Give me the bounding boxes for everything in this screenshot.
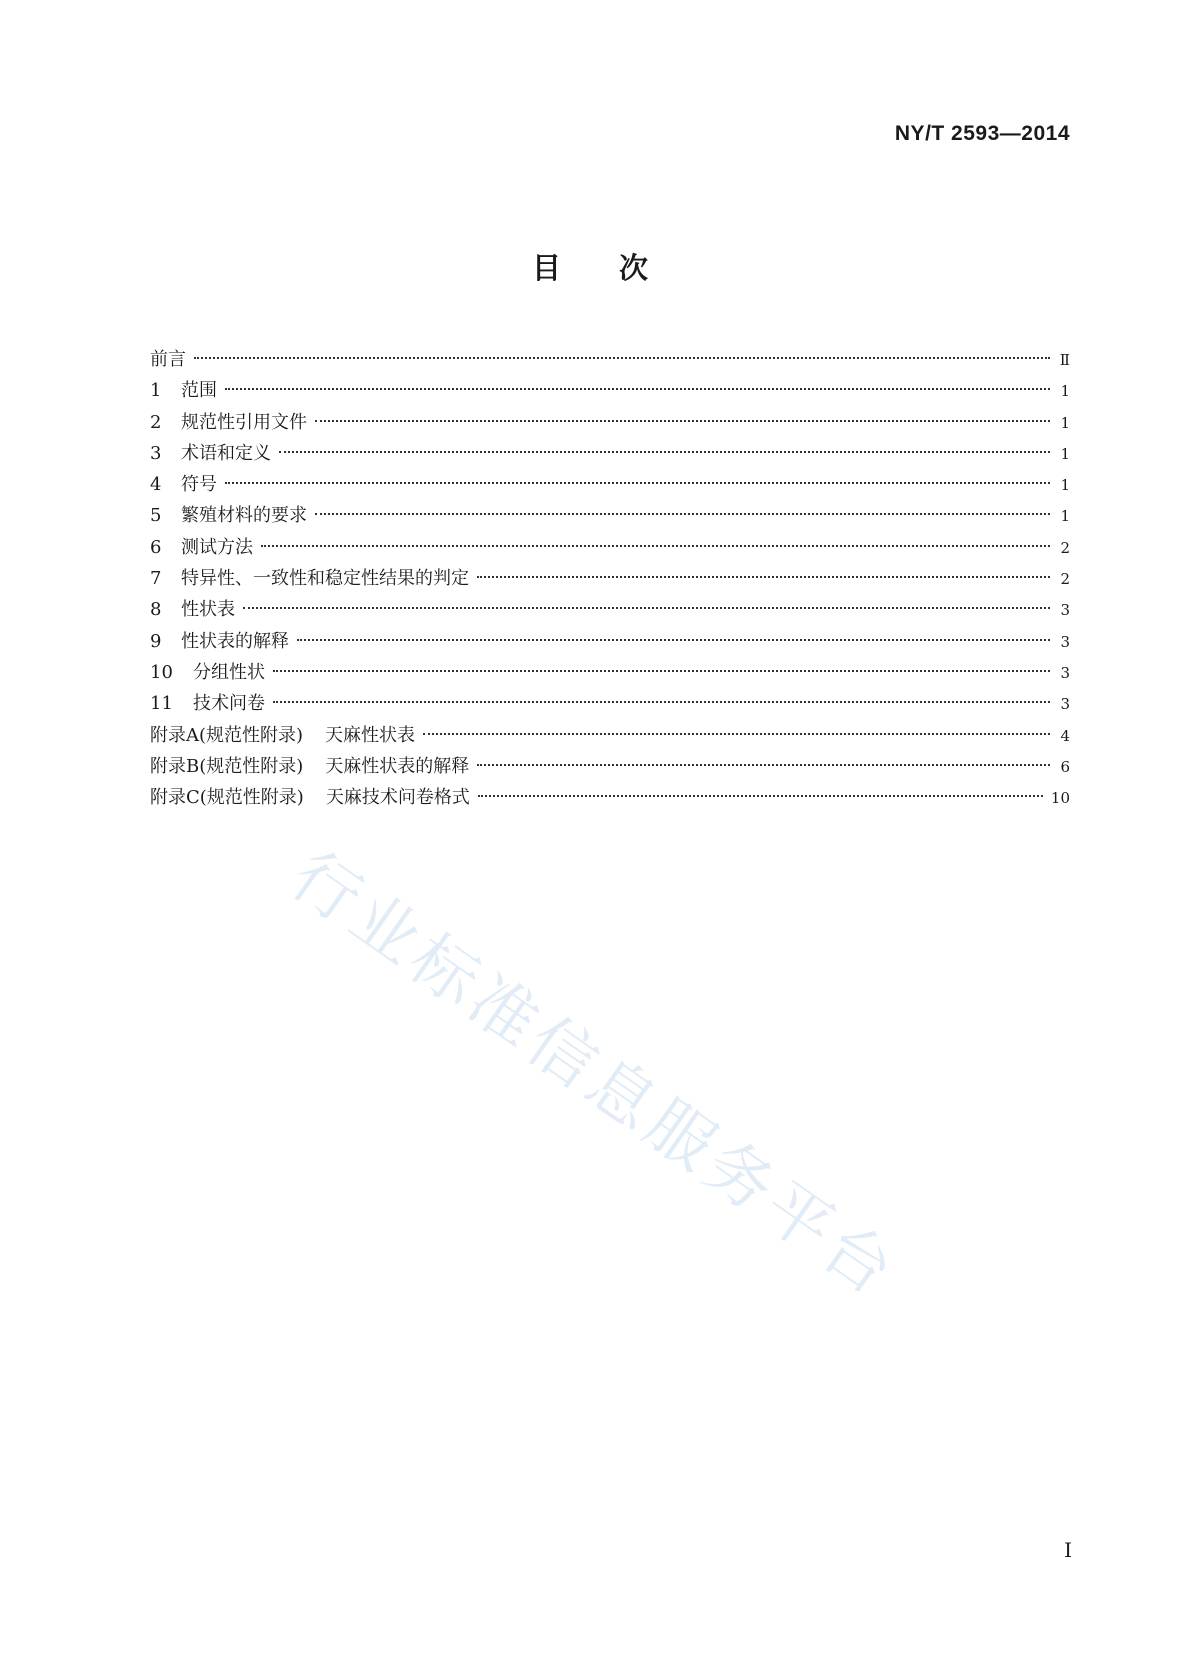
toc-entry-label: 分组性状 <box>193 661 265 683</box>
toc-dot-leader <box>225 482 1050 484</box>
toc-dot-leader <box>315 420 1050 422</box>
toc-dot-leader <box>273 701 1050 703</box>
toc-entry-number: 3 <box>150 442 162 464</box>
toc-entry-label: 繁殖材料的要求 <box>181 505 307 527</box>
toc-entry-page: 3 <box>1060 632 1070 651</box>
toc-entry-number: 9 <box>150 630 162 652</box>
toc-dot-leader <box>477 576 1050 578</box>
toc-dot-leader <box>315 513 1050 515</box>
toc-entry[interactable] <box>150 407 1070 438</box>
toc-dot-leader <box>273 670 1050 672</box>
toc-entry-page: 1 <box>1060 507 1070 526</box>
toc-entry-label: 技术问卷 <box>193 693 265 715</box>
toc-entry-label: 性状表 <box>181 599 235 621</box>
toc-entry-label: 前言 <box>150 349 186 370</box>
toc-entry-label: 附录C(规范性附录) <box>150 787 304 809</box>
toc-entry-page: 1 <box>1060 444 1070 463</box>
toc-dot-leader <box>225 388 1050 390</box>
toc-dot-leader <box>423 733 1050 735</box>
toc-entry[interactable] <box>150 532 1070 563</box>
toc-entry[interactable] <box>150 751 1070 782</box>
toc-entry-label: 符号 <box>181 474 217 496</box>
toc-entry[interactable] <box>150 375 1070 406</box>
toc-entry-label: 规范性引用文件 <box>181 411 307 433</box>
toc-entry-number: 8 <box>150 599 162 621</box>
toc-entry-number: 5 <box>150 505 162 527</box>
toc-entry-page: 1 <box>1060 382 1070 401</box>
page-number: I <box>1064 1538 1072 1562</box>
toc-entry-page: 6 <box>1060 757 1070 776</box>
toc-entry-label: 测试方法 <box>181 536 253 558</box>
toc-entry-subtitle: 天麻性状表 <box>325 724 416 746</box>
toc-dot-leader <box>194 357 1050 359</box>
toc-entry[interactable] <box>150 782 1070 813</box>
toc-entry-subtitle: 天麻技术问卷格式 <box>325 787 470 809</box>
toc-entry-number: 2 <box>150 411 162 433</box>
toc-entry-page: Ⅱ <box>1059 351 1070 369</box>
toc-entry[interactable] <box>150 626 1070 657</box>
toc-entry[interactable] <box>150 344 1070 375</box>
toc-entry[interactable] <box>150 594 1070 625</box>
toc-entry-page: 2 <box>1060 538 1070 557</box>
toc-entry[interactable] <box>150 500 1070 531</box>
toc-entry-page: 1 <box>1060 413 1070 432</box>
toc-entry-page: 1 <box>1060 476 1070 495</box>
toc-entry[interactable] <box>150 657 1070 688</box>
toc-entry[interactable] <box>150 469 1070 500</box>
toc-entry-page: 3 <box>1060 601 1070 620</box>
toc-dot-leader <box>477 764 1050 766</box>
toc-entry-label: 特异性、一致性和稳定性结果的判定 <box>181 568 469 590</box>
page-title: 目次 <box>531 251 706 285</box>
toc-entry-label: 附录A(规范性附录) <box>150 724 304 746</box>
toc-entry-number: 10 <box>150 661 173 683</box>
toc-entry-label: 性状表的解释 <box>181 630 289 652</box>
table-of-contents <box>150 344 1070 813</box>
toc-dot-leader <box>261 545 1050 547</box>
toc-dot-leader <box>297 639 1050 641</box>
toc-entry[interactable] <box>150 688 1070 719</box>
toc-entry-number: 6 <box>150 536 162 558</box>
toc-dot-leader <box>243 607 1050 609</box>
toc-entry[interactable] <box>150 720 1070 751</box>
toc-entry-page: 10 <box>1050 789 1070 808</box>
toc-entry[interactable] <box>150 563 1070 594</box>
watermark: 行业标准信息服务平台 <box>277 836 912 1313</box>
toc-dot-leader <box>279 451 1050 453</box>
toc-entry-label: 术语和定义 <box>181 442 271 464</box>
toc-entry-page: 2 <box>1060 570 1070 589</box>
toc-entry-label: 附录B(规范性附录) <box>150 755 304 777</box>
toc-entry[interactable] <box>150 438 1070 469</box>
toc-entry-page: 4 <box>1060 726 1070 745</box>
toc-entry-number: 1 <box>150 380 162 402</box>
toc-entry-number: 7 <box>150 568 162 590</box>
toc-entry-number: 11 <box>150 693 173 715</box>
toc-entry-subtitle: 天麻性状表的解释 <box>325 755 470 777</box>
toc-dot-leader <box>478 795 1043 797</box>
toc-entry-page: 3 <box>1060 695 1070 714</box>
toc-entry-page: 3 <box>1060 663 1070 682</box>
toc-entry-number: 4 <box>150 474 162 496</box>
standard-code: NY/T 2593—2014 <box>894 122 1070 145</box>
toc-entry-label: 范围 <box>181 380 217 402</box>
